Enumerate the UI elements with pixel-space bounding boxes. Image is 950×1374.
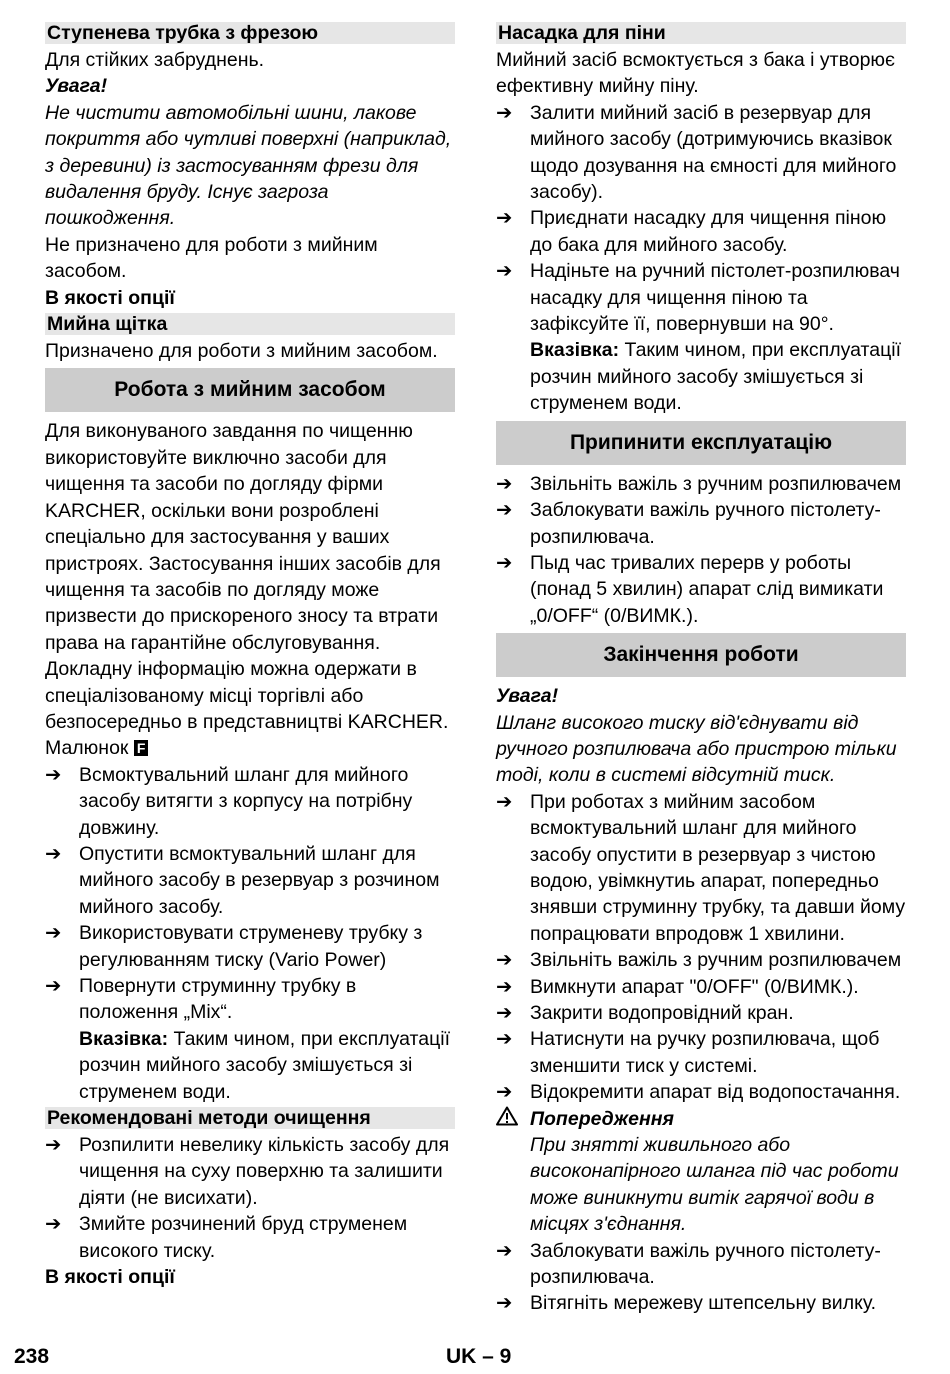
list-item: ➔ Відокремити апарат від водопостачання. bbox=[496, 1079, 906, 1105]
figure-label: Малюнок bbox=[45, 737, 129, 760]
arrow-right-icon: ➔ bbox=[496, 1081, 513, 1104]
list-item: ➔ Натиснути на ручку розпилювача, щоб зменшити тиск у системі. bbox=[496, 1028, 880, 1077]
right-column bbox=[496, 20, 906, 1317]
arrow-right-icon: ➔ bbox=[496, 1028, 513, 1051]
list-item: ➔ Опустити всмоктувальний шланг для мийного засобу в резервуар з розчином мийного засобу. bbox=[45, 842, 440, 918]
page-number: 238 bbox=[14, 1345, 50, 1368]
warning-triangle-icon bbox=[496, 1106, 524, 1133]
arrow-right-icon: ➔ bbox=[45, 1134, 62, 1157]
attention-label: Увага! bbox=[496, 685, 559, 708]
left-column bbox=[45, 20, 455, 1290]
section-stop-operation: Припинити експлуатацію bbox=[496, 421, 906, 465]
arrow-right-icon: ➔ bbox=[45, 975, 62, 997]
list-item: ➔ Приєднати насадку для чищення піною до бака для мийного засобу. bbox=[496, 207, 887, 256]
list-item: ➔ Повернути струминну трубку в положення „Mix“. bbox=[45, 975, 357, 1024]
list-item: ➔ Всмоктувальний шланг для мийного засобу витягти з корпусу на потрібну довжину. bbox=[45, 763, 413, 839]
section-finish-work: Закінчення роботи bbox=[496, 633, 906, 677]
arrow-right-icon: ➔ bbox=[45, 842, 62, 865]
danger-label: Попередження bbox=[530, 1107, 674, 1130]
brush-description: Призначено для роботи з мийним засобом. bbox=[45, 340, 438, 363]
list-item: ➔ Вітягніть мережеву штепсельну вилку. bbox=[496, 1290, 906, 1316]
arrow-right-icon: ➔ bbox=[496, 207, 513, 230]
tube-description: Для стійких забруднень. bbox=[45, 49, 265, 71]
arrow-right-icon: ➔ bbox=[496, 260, 513, 283]
arrow-right-icon: ➔ bbox=[496, 1002, 513, 1024]
arrow-right-icon: ➔ bbox=[496, 790, 513, 813]
note: Вказівка: Таким чином, при експлуатації розчин мийного засобу змішується зі струменем води. bbox=[530, 339, 901, 415]
list-item: ➔ Пыд час тривалих перерв у роботы (понад 5 хвилин) апарат слід вимикати „0/OFF“ (0/ВИМК.). bbox=[496, 551, 884, 627]
figure-reference bbox=[45, 735, 455, 761]
list-item: ➔ Змийте розчинений бруд струменем високого тиску. bbox=[45, 1213, 408, 1262]
heading-foam-nozzle: Насадка для піни bbox=[496, 22, 906, 44]
heading-stepped-tube: Ступенева трубка з фрезою bbox=[45, 22, 455, 44]
list-item: ➔ Закрити водопровідний кран. bbox=[496, 1000, 906, 1026]
list-item: ➔ Вимкнути апарат "0/OFF" (0/ВИМК.). bbox=[496, 974, 906, 1000]
arrow-right-icon: ➔ bbox=[496, 1292, 513, 1315]
arrow-right-icon: ➔ bbox=[45, 763, 62, 786]
danger-block bbox=[496, 1106, 906, 1132]
danger-text: При знятті живильного або високонапірного шланга під час роботи може виникнути витік гарячої води в місцях з'єднання. bbox=[530, 1134, 899, 1236]
list-item: ➔ Звільніть важіль з ручним розпилювачем bbox=[496, 947, 906, 973]
heading-recommended-methods: Рекомендовані методи очищення bbox=[45, 1107, 455, 1129]
heading-wash-brush: Мийна щітка bbox=[45, 313, 455, 335]
list-item: ➔ Розпилити невелику кількість засобу для чищення на суху поверхню та залишити діяти (не висихати). bbox=[45, 1134, 450, 1209]
attention-label: Увага! bbox=[45, 75, 108, 98]
arrow-right-icon: ➔ bbox=[496, 949, 513, 972]
tube-warning: Не чистити автомобільні шини, лакове покриття або чутливі поверхні (наприклад, з деревини) із застосуванням фрези для видалення бруду. Існує загроза пошкодження. bbox=[45, 101, 452, 230]
detergent-intro: Для виконуваного завдання по чищенню використовуйте виключно засоби для чищення та засоби по догляду фірми KARCHER, оскільки вони розроблені спеціально для застосування у ваших пристроях. Застосування інших засобів для чищення та засобів по догляду може призвести до прискореного зносу та втрати права на гарантійне обслуговування. Докладну інформацію можна одержати в спеціалізованому місці торгівлі або безпосередньо в представництві KARCHER. bbox=[45, 420, 449, 733]
arrow-right-icon: ➔ bbox=[496, 975, 513, 998]
arrow-right-icon: ➔ bbox=[496, 101, 513, 124]
arrow-right-icon: ➔ bbox=[496, 551, 513, 574]
list-item: ➔ Заблокувати важіль ручного пістолету-розпилювача. bbox=[496, 1239, 881, 1289]
section-detergent-operation: Робота з мийним засобом bbox=[45, 368, 455, 412]
finish-warning: Шланг високого тиску від'єднувати від ручного розпилювача або пристрою тільки тоді, коли в системі відсутній тиск. bbox=[496, 711, 897, 787]
arrow-right-icon: ➔ bbox=[45, 1213, 62, 1236]
list-item: ➔ Залити мийний засіб в резервуар для мийного засобу (дотримуючись вказівок щодо дозування на ємності для мийного засобу). bbox=[496, 101, 897, 204]
arrow-right-icon: ➔ bbox=[496, 499, 513, 522]
list-item: ➔ Використовувати струменеву трубку з регулюванням тиску (Vario Power) bbox=[45, 922, 423, 971]
arrow-right-icon: ➔ bbox=[45, 922, 62, 945]
arrow-right-icon: ➔ bbox=[496, 1239, 513, 1262]
foam-description: Мийний засіб всмоктується з бака і утворює ефективну мийну піну. bbox=[496, 49, 895, 98]
tube-not-for-detergent: Не призначено для роботи з мийним засобом. bbox=[45, 233, 378, 283]
list-item: ➔ Надіньте на ручний пістолет-розпилювач насадку для чищення піною та зафіксуйте її, повернувши на 90°. bbox=[496, 260, 900, 336]
figure-letter-badge: F bbox=[134, 740, 149, 756]
arrow-right-icon: ➔ bbox=[496, 472, 513, 495]
list-item: ➔ Звільніть важіль з ручним розпилювачем bbox=[496, 471, 906, 497]
list-item: ➔ При роботах з мийним засобом всмоктувальний шланг для мийного засобу опустити в резервуар з чистою водою, увімкнутиь апарат, попередньо знявши струминну трубку, та давши йому попрацювати впродовж 1 хвилини. bbox=[496, 790, 906, 945]
page-code: UK – 9 bbox=[446, 1345, 512, 1368]
optional-label: В якості опції bbox=[45, 1266, 175, 1289]
optional-label: В якості опції bbox=[45, 286, 175, 309]
note: Вказівка: Таким чином, при експлуатації розчин мийного засобу змішується зі струменем води. bbox=[79, 1027, 450, 1103]
list-item: ➔ Заблокувати важіль ручного пістолету-розпилювача. bbox=[496, 499, 881, 548]
